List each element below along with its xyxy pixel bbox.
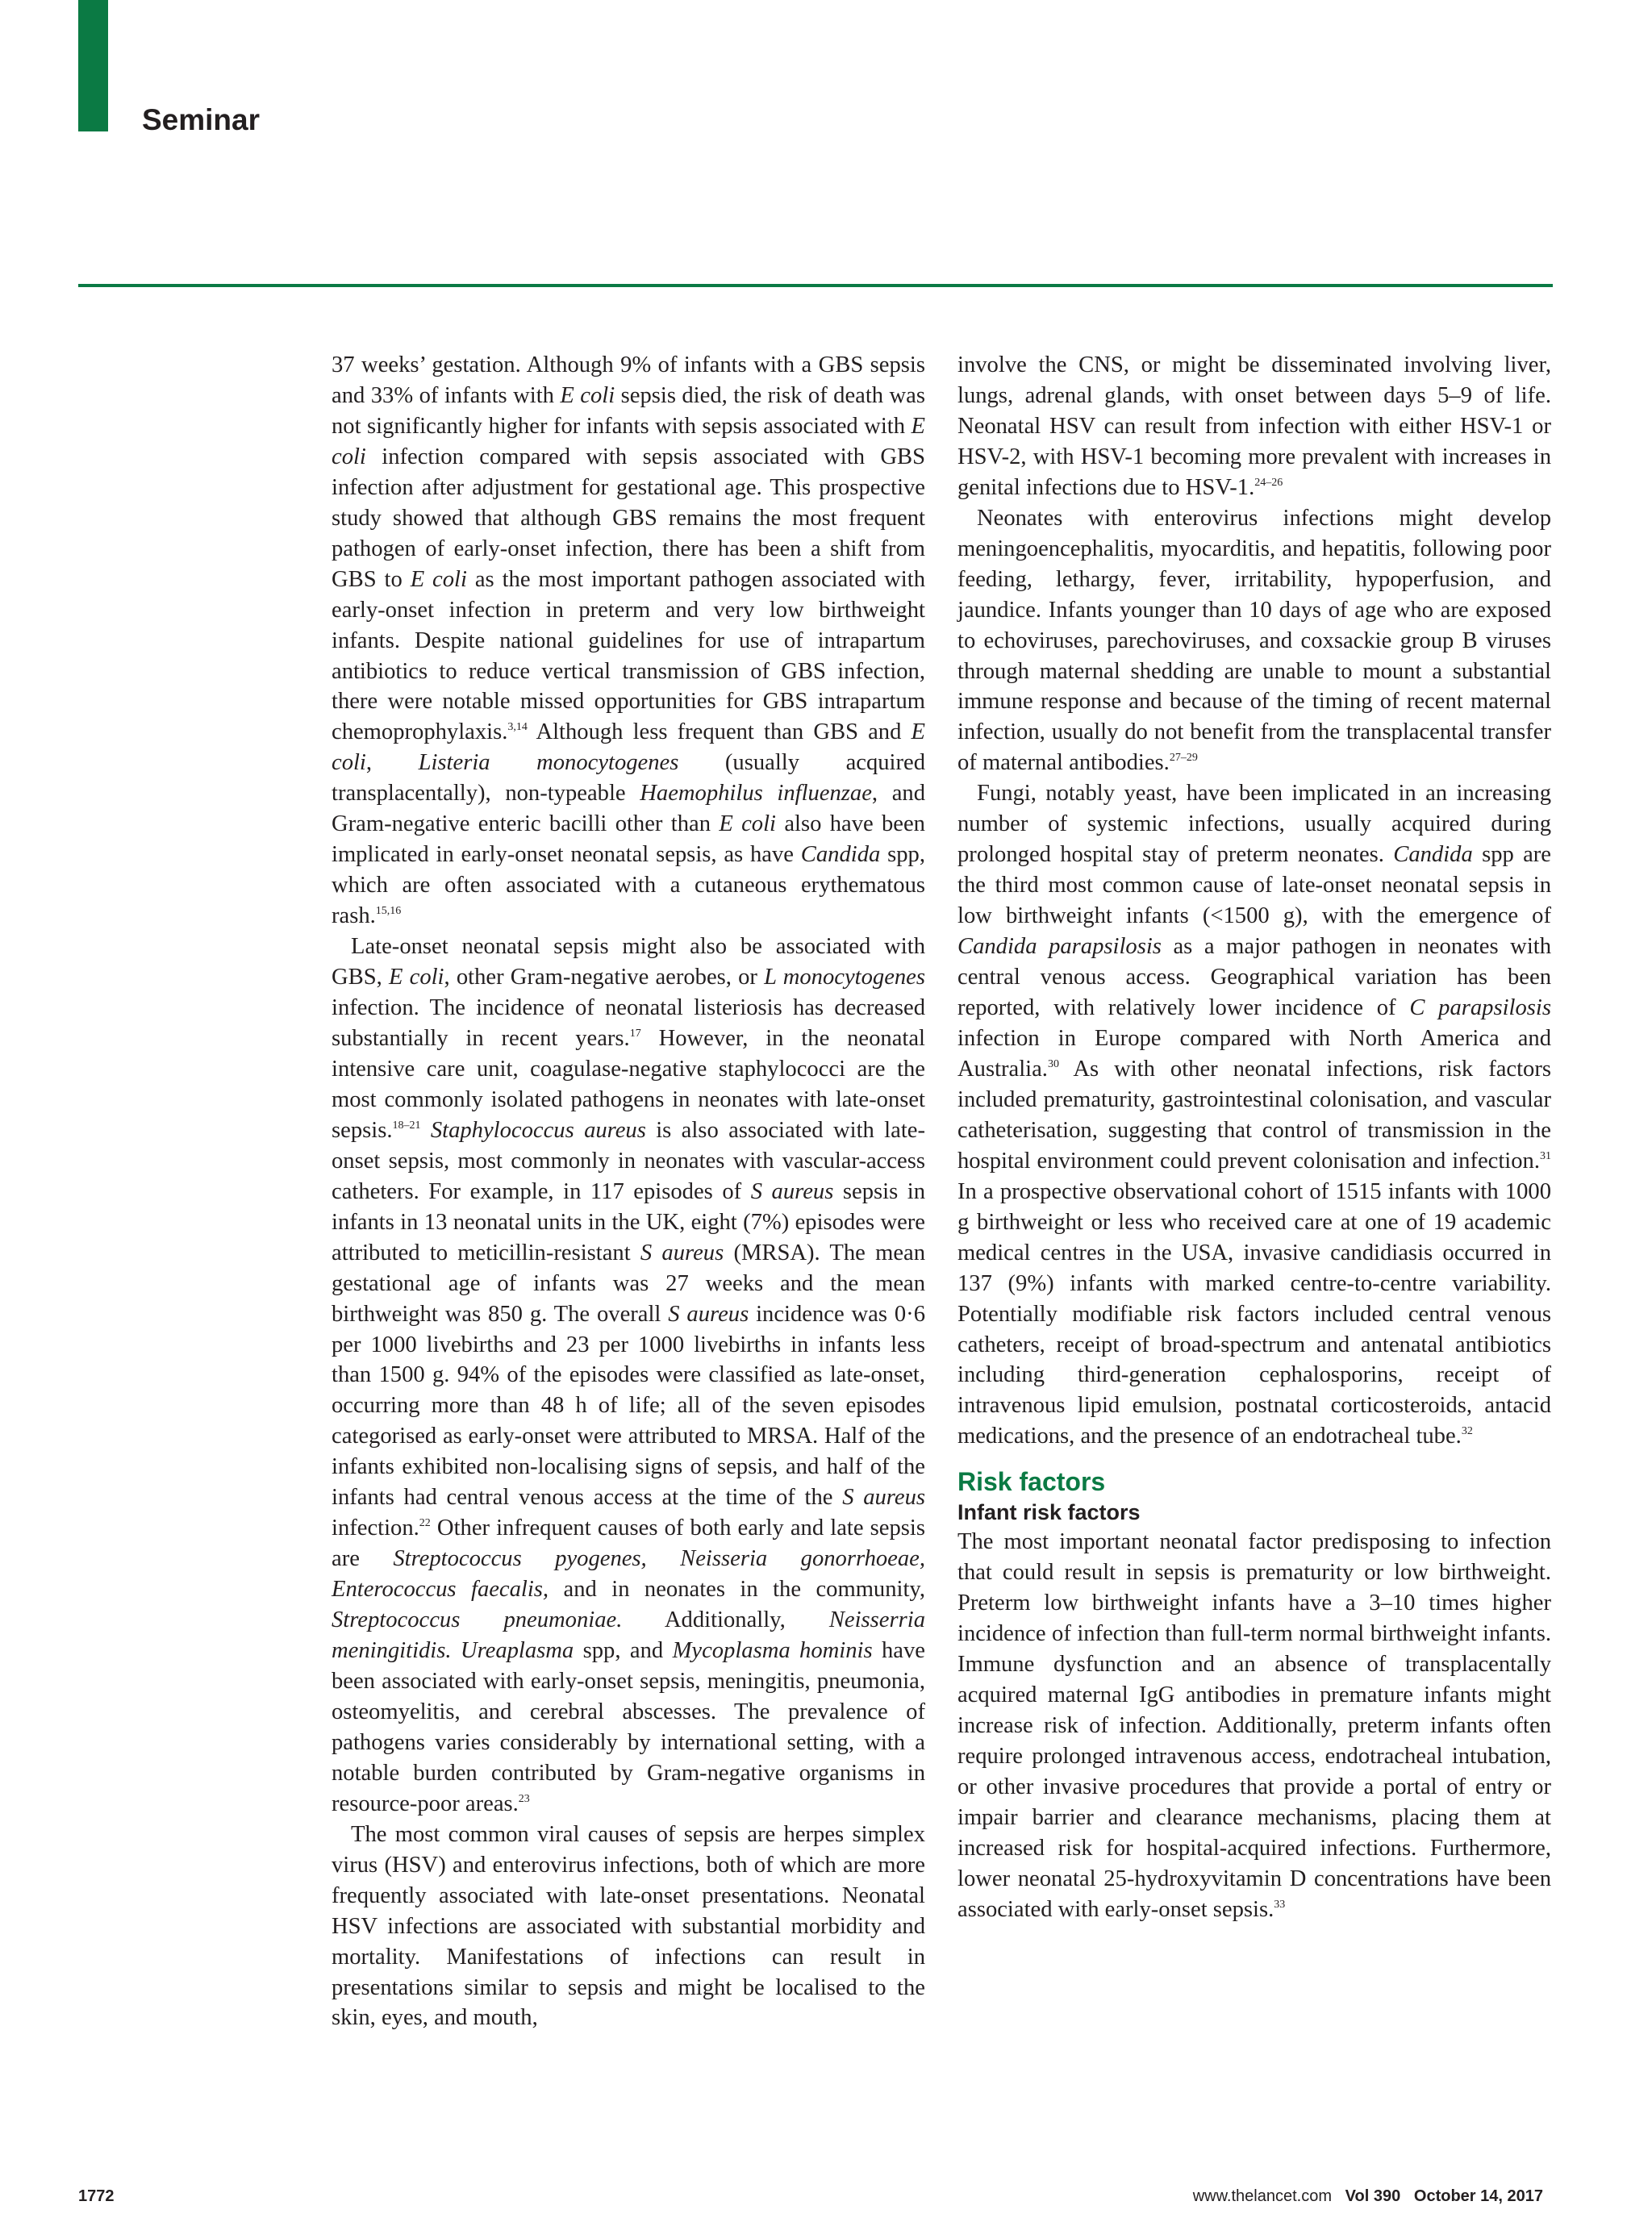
paragraph-fungi: Fungi, notably yeast, have been implicated in an increasing number of systemic infections, usually acquired during prolonged hospital stay of preterm neonates. Candida spp are the third most common cause of late-onset neonatal sepsis in low birthweight infants (<1500 g), with the emergence of Candida parapsilosis as a major pathogen in neonates with central venous access. Geographical variation has been reported, with relatively lower incidence of C parapsilosis infection in Europe compared with North America and Australia.$^{30}$ As with other neonatal infections, risk factors included prematurity, gastrointestinal colonisation, and vascular catheterisation, suggesting that control of transmission in the hospital environment could prevent colonisation and infection.$^{31}$ In a prospective observational cohort of 1515 infants with 1000 g birthweight or less who received care at one of 19 academic medical centres in the USA, invasive candidiasis occurred in 137 (9%) infants with marked centre-to-centre variability. Potentially modifiable risk factors included central venous catheters, receipt of broad-spectrum and antenatal antibiotics including third-generation cephalosporins, receipt of intravenous lipid emulsion, postnatal corticosteroids, antacid medications, and the presence of an endotracheal tube.$^{32}$ [957, 781, 1552, 1449]
citation: 32 [1461, 1425, 1473, 1438]
paragraph-infant-risk-factors: The most important neonatal factor predisposing to infection that could result in sepsis is prematurity or low birthweight. Preterm low birthweight infants have a 3–10 times higher incidence of infection than full-term normal birthweight infants. Immune dysfunction and an absence of transplacentally acquired maternal IgG antibodies in premature infants might increase risk of infection. Additionally, preterm infants often require prolonged intravenous access, endotracheal intubation, or other invasive procedures that provide a portal of entry or impair barrier and clearance mechanisms, placing them at increased risk for hospital-acquired infections. Furthermore, lower neonatal 25-hydroxyvitamin D concentrations have been associated with early-onset sepsis.$^{33}$ [957, 1529, 1551, 1922]
journal-date: October 14, 2017 [1413, 2187, 1543, 2205]
header-rule [78, 284, 1553, 287]
citation: 15,16 [375, 905, 402, 918]
section-label: Seminar [142, 103, 261, 136]
citation: 31 [1540, 1149, 1551, 1162]
right-column [957, 350, 1551, 1925]
citation: 17 [629, 1027, 641, 1040]
citation: 18–21 [392, 1119, 421, 1132]
paragraph-hsv: involve the CNS, or might be disseminated involving liver, lungs, adrenal glands, with onset between days 5–9 of life. Neonatal HSV can result from infection with either HSV-1 or HSV-2, with HSV-1 becoming more prevalent with increases in genital infections due to HSV-1.$^{24-26}$ [957, 352, 1551, 500]
citation: 23 [518, 1792, 530, 1805]
citation: 22 [419, 1517, 431, 1530]
heading-risk-factors: Risk factors [957, 1467, 1106, 1497]
citation: 24–26 [1254, 476, 1283, 489]
citation: 3,14 [507, 721, 528, 734]
subheading-infant-risk-factors: Infant risk factors [957, 1500, 1141, 1525]
paragraph-late-onset-sepsis: Late-onset neonatal sepsis might also be associated with GBS, E coli, other Gram-negative aerobes, or L monocytogenes infection. The incidence of neonatal listeriosis has decreased substantially in recent years.$^{17}$ However, in the neonatal intensive care unit, coagulase-negative staphylococci are the most commonly isolated pathogens in neonates with late-onset sepsis.$^{18-21}$ Staphylococcus aureus is also associated with late-onset sepsis, most commonly in neonates with vascular-access catheters. For example, in 117 episodes of S aureus sepsis in infants in 13 neonatal units in the UK, eight (7%) episodes were attributed to meticillin-resistant S aureus (MRSA). The mean gestational age of infants was 27 weeks and the mean birthweight was 850 g. The overall S aureus incidence was 0·6 per 1000 livebirths and 23 per 1000 livebirths in infants less than 1500 g. 94% of the episodes were classified as late-onset, occurring more than 48 h of life; all of the seven episodes categorised as early-onset were attributed to MRSA. Half of the infants exhibited non-localising signs of sepsis, and half of the infants had central venous access at the time of the S aureus infection.$^{22}$ Other infrequent causes of both early and late sepsis are Streptococcus pyogenes, Neisseria gonorrhoeae, Enterococcus faecalis, and in neonates in the community, Streptococcus pneumoniae. Additionally, Neisserria meningitidis. Ureaplasma spp, and Mycoplasma hominis have been associated with early-onset sepsis, meningitis, pneumonia, osteomyelitis, and cerebral abscesses. The prevalence of pathogens varies considerably by international setting, with a notable burden contributed by Gram-negative organisms in resource-poor areas.$^{23}$ [332, 934, 926, 1816]
paragraph-early-onset-pathogens: 37 weeks’ gestation. Although 9% of infants with a GBS sepsis and 33% of infants with E coli sepsis died, the risk of death was not significantly higher for infants with sepsis associated with E coli infection compared with sepsis associated with GBS infection after adjustment for gestational age. This prospective study showed that although GBS remains the most frequent pathogen of early-onset infection, there has been a shift from GBS to E coli as the most important pathogen associated with early-onset infection in preterm and very low birthweight infants. Despite national guidelines for use of intrapartum antibiotics to reduce vertical transmission of GBS infection, there were notable missed opportunities for GBS intrapartum chemoprophylaxis.$^{3,14}$ Although less frequent than GBS and E coli, Listeria monocytogenes (usually acquired transplacentally), non-typeable Haemophilus influenzae, and Gram-negative enteric bacilli other than E coli also have been implicated in early-onset neonatal sepsis, as have Candida spp, which are often associated with a cutaneous erythematous rash.$^{15,16}$ [332, 352, 926, 929]
citation: 30 [1047, 1057, 1059, 1070]
citation: 33 [1274, 1898, 1286, 1911]
citation: 27–29 [1169, 752, 1198, 765]
paragraph-enterovirus: Neonates with enterovirus infections might develop meningoencephalitis, myocarditis, and hepatitis, following poor feeding, lethargy, fever, irritability, hypoperfusion, and jaundice. Infants younger than 10 days of age who are exposed to echoviruses, parechoviruses, and coxsackie group B viruses through maternal shedding are unable to mount a substantial immune response and because of the timing of recent maternal infection, usually do not benefit from the transplacental transfer of maternal antibodies.$^{27-29}$ [957, 505, 1551, 776]
left-column [332, 350, 925, 2033]
journal-volume: Vol 390 [1345, 2187, 1401, 2205]
journal-footer [1193, 2187, 1543, 2206]
section-color-tab [78, 0, 108, 131]
journal-site: www.thelancet.com [1192, 2187, 1332, 2205]
page-number: 1772 [78, 2187, 115, 2205]
paragraph-viral-causes: The most common viral causes of sepsis are herpes simplex virus (HSV) and enterovirus infections, both of which are more frequently associated with late-onset presentations. Neonatal HSV infections are associated with substantial morbidity and mortality. Manifestations of infections can result in presentations similar to sepsis and might be localised to the skin, eyes, and mouth, [332, 1821, 925, 2031]
